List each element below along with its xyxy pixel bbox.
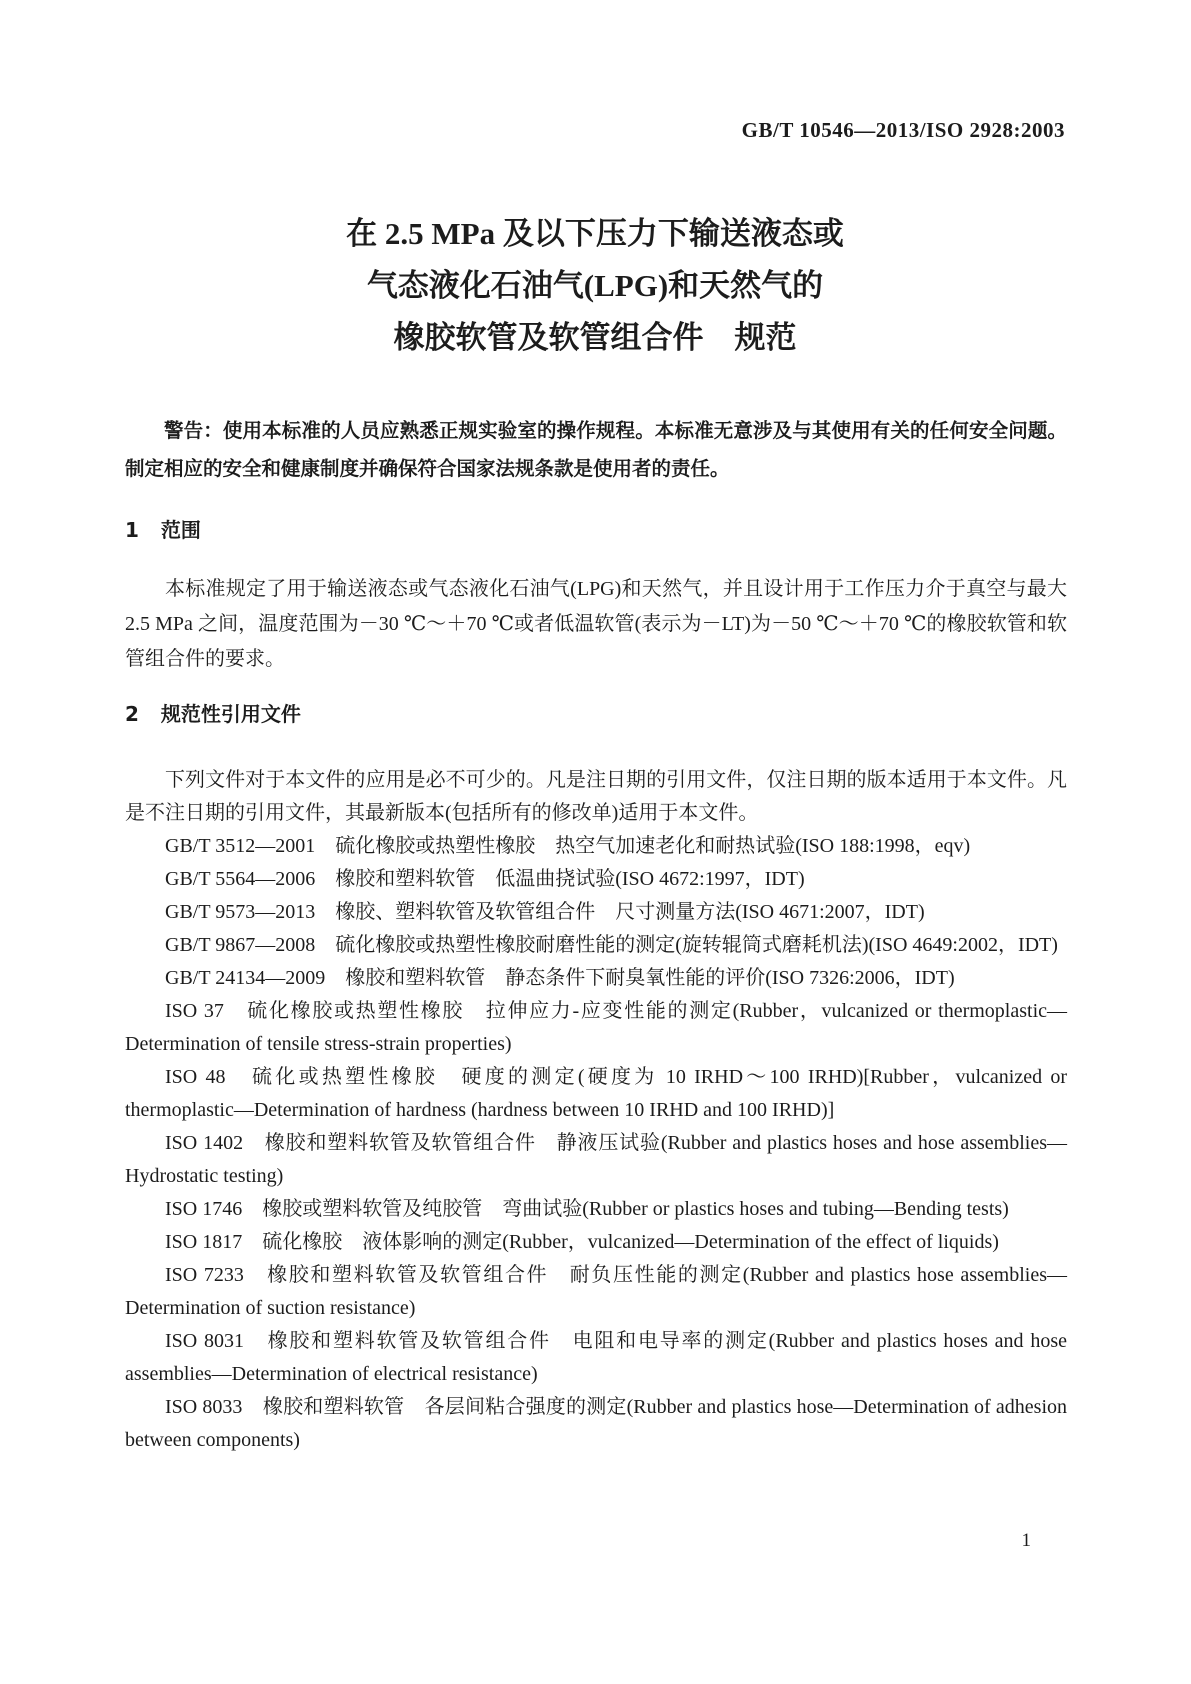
warning-paragraph: 警告：使用本标准的人员应熟悉正规实验室的操作规程。本标准无意涉及与其使用有关的任何安全问题。制定相应的安全和健康制度并确保符合国家法规条款是使用者的责任。 — [125, 419, 1067, 480]
reference-item: ISO 48 硫化或热塑性橡胶 硬度的测定(硬度为 10 IRHD～100 IRHD)[Rubber，vulcanized or thermoplastic—Determination of hardness (hardness between 10 IRHD and 100 IRHD)] — [125, 1066, 1067, 1121]
section-number: 1 — [125, 518, 139, 542]
reference-item: GB/T 3512—2001 硫化橡胶或热塑性橡胶 热空气加速老化和耐热试验(ISO 188:1998，eqv) — [165, 835, 971, 857]
standard-number-header: GB/T 10546—2013/ISO 2928:2003 — [741, 118, 1065, 142]
scope-paragraph: 本标准规定了用于输送液态或气态液化石油气(LPG)和天然气，并且设计用于工作压力介于真空与最大 2.5 MPa 之间，温度范围为－30 ℃～＋70 ℃或者低温软管(表示为－LT)为－50 ℃～＋70 ℃的橡胶软管和软管组合件的要求。 — [125, 578, 1067, 670]
reference-item: GB/T 24134—2009 橡胶和塑料软管 静态条件下耐臭氧性能的评价(ISO 7326:2006，IDT) — [165, 967, 955, 989]
reference-item: ISO 1402 橡胶和塑料软管及软管组合件 静液压试验(Rubber and plastics hoses and hose assemblies—Hydrostatic testing) — [125, 1132, 1067, 1187]
reference-item: ISO 8031 橡胶和塑料软管及软管组合件 电阻和电导率的测定(Rubber and plastics hoses and hose assemblies—Determination of electrical resistance) — [125, 1330, 1067, 1385]
reference-item: ISO 7233 橡胶和塑料软管及软管组合件 耐负压性能的测定(Rubber and plastics hose assemblies—Determination of suction resistance) — [125, 1264, 1067, 1319]
page-number: 1 — [1021, 1530, 1031, 1551]
title-line-1: 在 2.5 MPa 及以下压力下输送液态或 — [346, 216, 844, 251]
reference-item: ISO 37 硫化橡胶或热塑性橡胶 拉伸应力-应变性能的测定(Rubber，vulcanized or thermoplastic—Determination of tensile stress-strain properties) — [125, 1000, 1067, 1055]
document-title — [125, 208, 1065, 364]
reference-item: ISO 1817 硫化橡胶 液体影响的测定(Rubber，vulcanized—Determination of the effect of liquids) — [165, 1231, 999, 1253]
reference-item: ISO 1746 橡胶或塑料软管及纯胶管 弯曲试验(Rubber or plastics hoses and tubing—Bending tests) — [165, 1198, 1009, 1220]
reference-item: ISO 8033 橡胶和塑料软管 各层间粘合强度的测定(Rubber and plastics hose—Determination of adhesion between components) — [125, 1396, 1067, 1451]
reference-item: GB/T 9867—2008 硫化橡胶或热塑性橡胶耐磨性能的测定(旋转辊筒式磨耗机法)(ISO 4649:2002，IDT) — [165, 934, 1058, 956]
section-title: 范围 — [160, 518, 201, 542]
section-number: 2 — [125, 702, 139, 726]
reference-item: GB/T 9573—2013 橡胶、塑料软管及软管组合件 尺寸测量方法(ISO 4671:2007，IDT) — [165, 901, 925, 923]
section-heading-normative-references — [125, 698, 1065, 727]
normative-references-block — [125, 764, 1067, 1457]
title-line-2: 气态液化石油气(LPG)和天然气的 — [366, 268, 824, 303]
reference-item: GB/T 5564—2006 橡胶和塑料软管 低温曲挠试验(ISO 4672:1997，IDT) — [165, 868, 805, 890]
title-line-3: 橡胶软管及软管组合件 规范 — [393, 320, 797, 355]
section-title: 规范性引用文件 — [160, 702, 301, 726]
section-heading-scope — [125, 514, 1065, 543]
references-intro-paragraph: 下列文件对于本文件的应用是必不可少的。凡是注日期的引用文件，仅注日期的版本适用于本文件。凡是不注日期的引用文件，其最新版本(包括所有的修改单)适用于本文件。 — [125, 769, 1067, 824]
